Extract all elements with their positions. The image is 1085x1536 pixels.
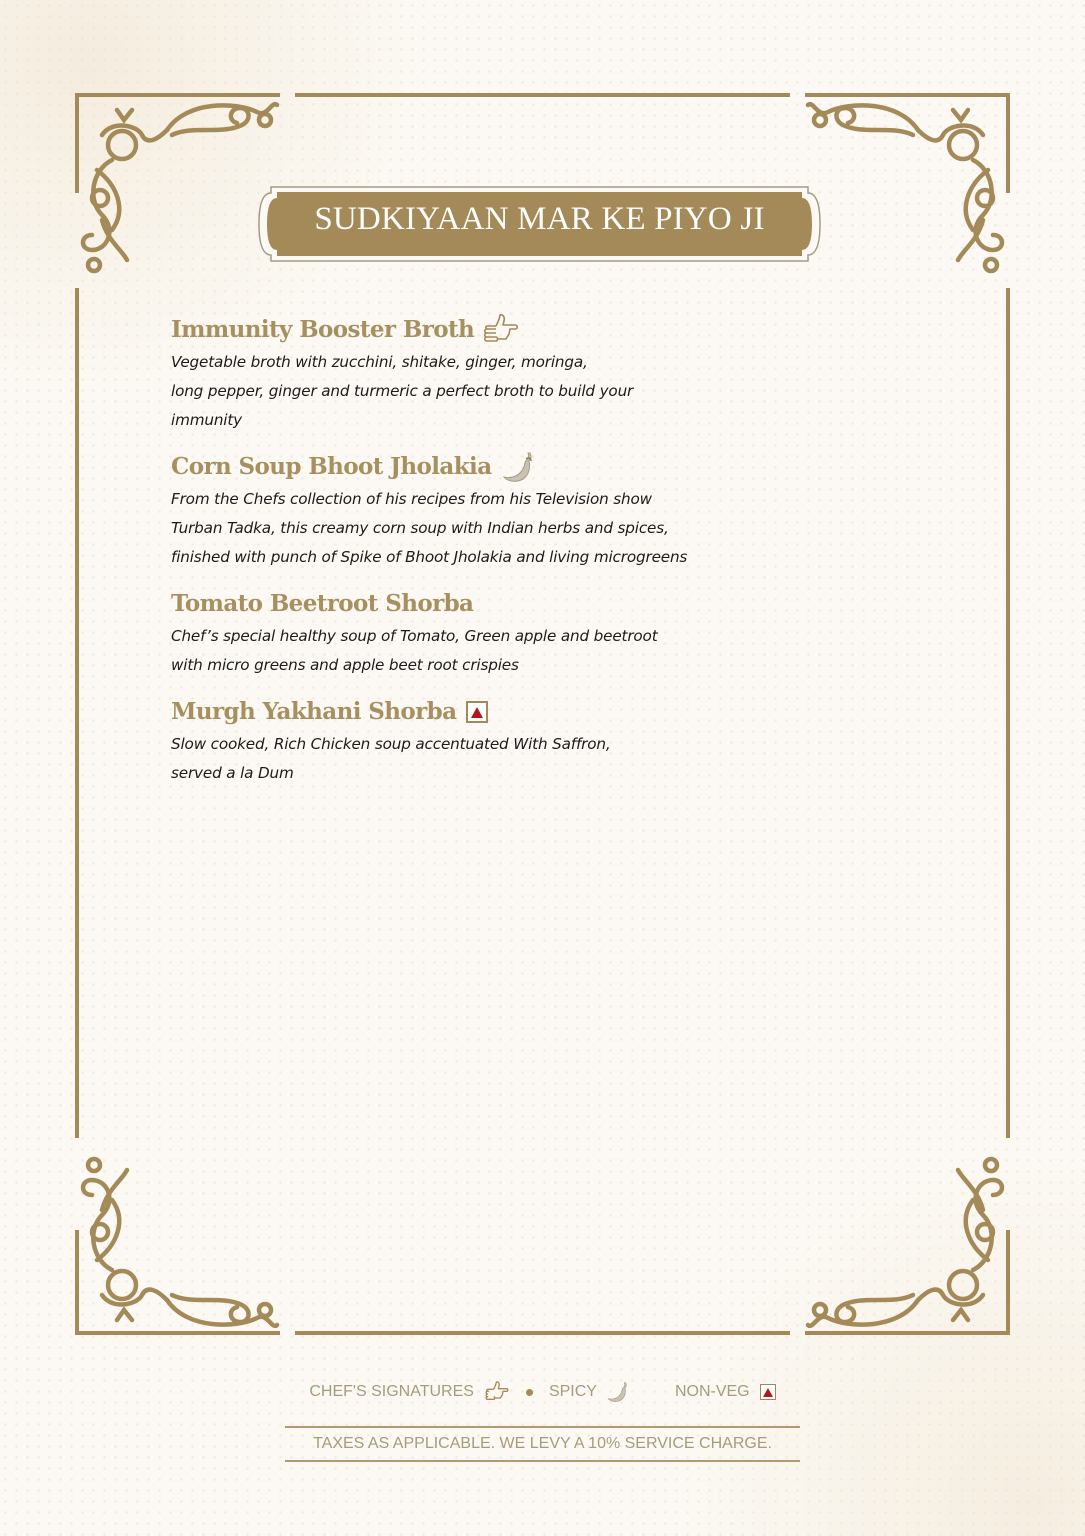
- menu-item-description: Chef’s special healthy soup of Tomato, Green apple and beetroot with micro greens and apple beet root crispies: [171, 627, 658, 674]
- menu-list: [171, 312, 791, 802]
- menu-item: [171, 694, 791, 788]
- frame-right-line: [1006, 288, 1010, 1138]
- footer-divider-top: [285, 1426, 800, 1428]
- thumbs-up-icon: [484, 1380, 510, 1404]
- non-veg-icon: [760, 1384, 776, 1400]
- corner-ornament-top-right-icon: [803, 90, 1013, 290]
- section-title-banner: [257, 185, 822, 263]
- corner-ornament-bottom-left-icon: [72, 1140, 282, 1340]
- frame-bottom-line: [295, 1331, 790, 1335]
- section-title: SUDKIYAAN MAR KE PIYO JI: [314, 201, 765, 237]
- frame-top-line: [295, 93, 790, 97]
- menu-item-name: Corn Soup Bhoot Jholakia: [171, 449, 791, 485]
- menu-item-description: Vegetable broth with zucchini, shitake, ginger, moringa, long pepper, ginger and turmeric a perfect broth to build your immunity: [171, 353, 634, 429]
- corner-ornament-top-left-icon: [72, 90, 282, 290]
- menu-item-description: From the Chefs collection of his recipes from his Television show Turban Tadka, this creamy corn soup with Indian herbs and spices, finished with punch of Spike of Bhoot Jholakia and living microgreens: [171, 490, 688, 566]
- legend-separator-dot: [526, 1389, 533, 1396]
- legend-chefs-signatures: CHEF'S SIGNATURES: [309, 1383, 474, 1400]
- non-veg-icon: [466, 701, 488, 723]
- thumbs-up-icon: [482, 312, 520, 348]
- corner-ornament-bottom-right-icon: [803, 1140, 1013, 1340]
- icon-legend: [0, 1380, 1085, 1404]
- chili-icon: [502, 449, 538, 485]
- tax-note: TAXES AS APPLICABLE. WE LEVY A 10% SERVICE CHARGE.: [313, 1435, 772, 1452]
- legend-non-veg: NON-VEG: [674, 1383, 750, 1400]
- menu-item: [171, 449, 791, 572]
- menu-item: [171, 586, 791, 680]
- menu-item-description: Slow cooked, Rich Chicken soup accentuated With Saffron, served a la Dum: [171, 735, 611, 782]
- menu-item-name: Tomato Beetroot Shorba: [171, 590, 474, 617]
- frame-left-line: [75, 288, 79, 1138]
- chili-icon: [607, 1380, 631, 1404]
- menu-item-name: Immunity Booster Broth: [171, 312, 791, 348]
- menu-item-name: Murgh Yakhani Shorba: [171, 694, 791, 730]
- footer-divider-bottom: [285, 1460, 800, 1462]
- legend-spicy: SPICY: [548, 1383, 597, 1400]
- menu-item: [171, 312, 791, 435]
